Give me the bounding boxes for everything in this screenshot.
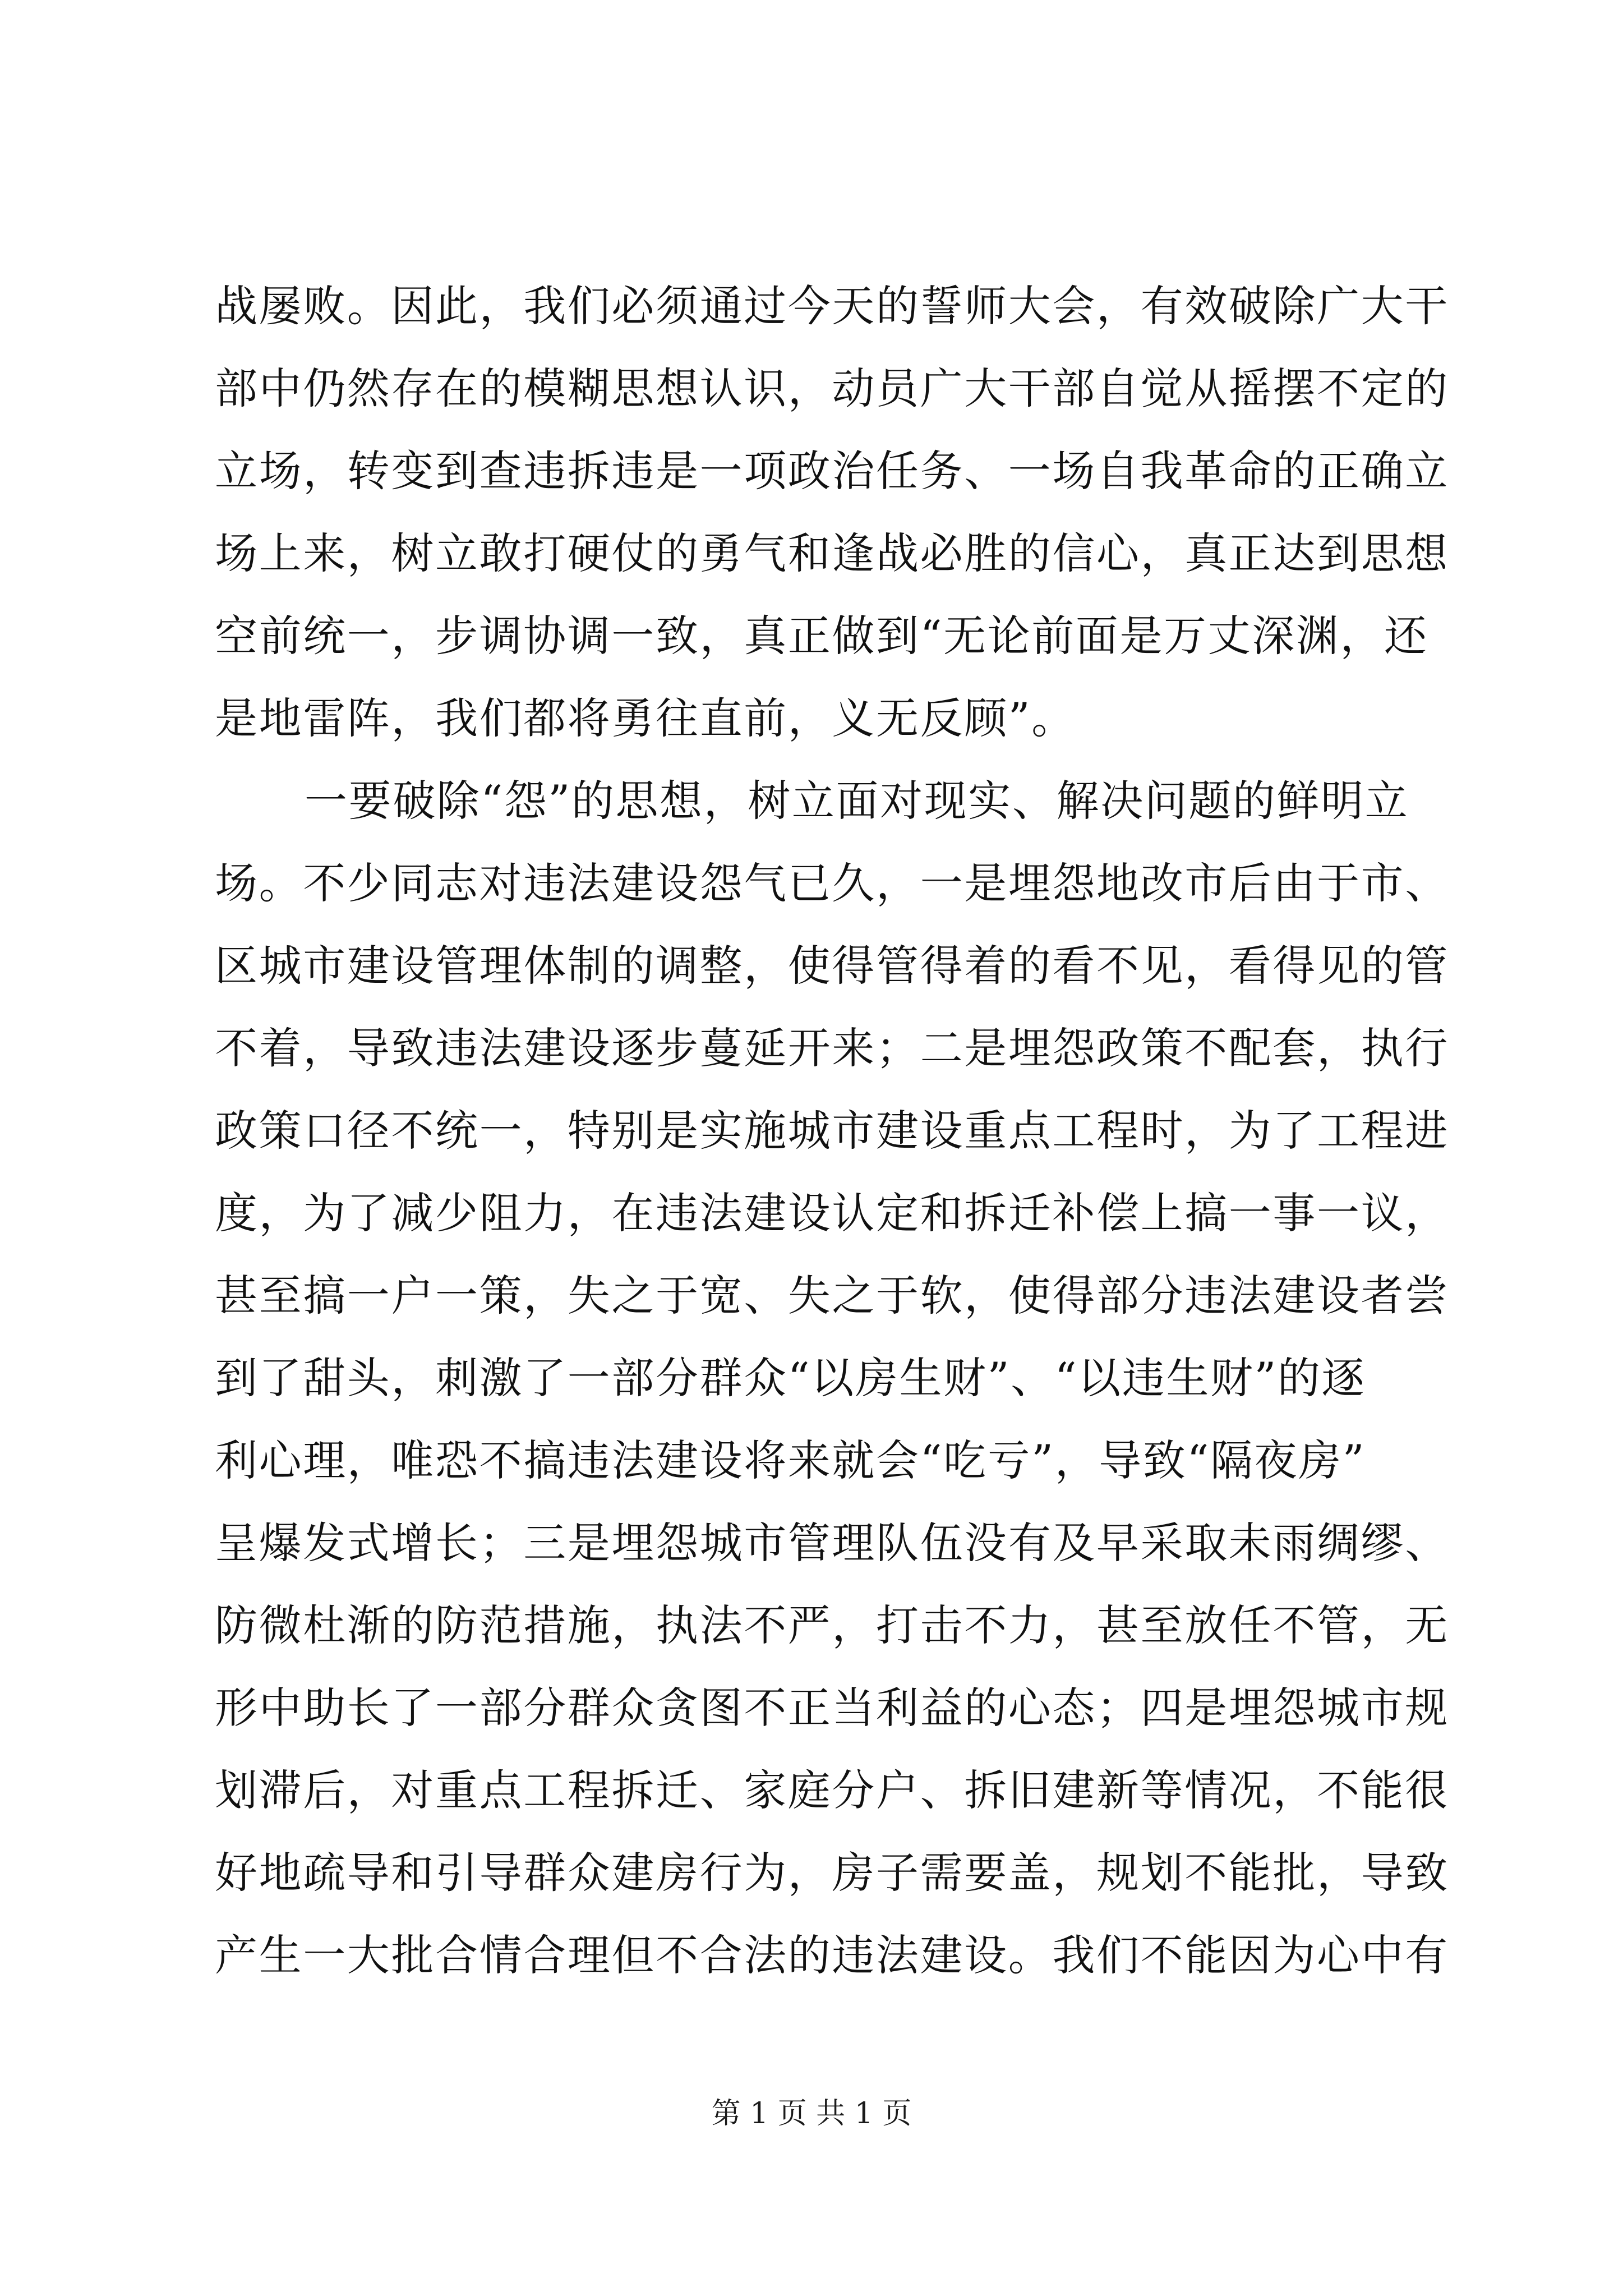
text-line: 一要破除“怨”的思想，树立面对现实、解决问题的鲜明立 <box>305 776 1409 826</box>
text-line: 甚至搞一户一策，失之于宽、失之于软，使得部分违法建设者尝 <box>215 1271 1449 1320</box>
paragraph <box>215 265 1449 760</box>
text-line: 立场，转变到查违拆违是一项政治任务、一场自我革命的正确立 <box>215 446 1449 496</box>
text-line: 划滞后，对重点工程拆迁、家庭分户、拆旧建新等情况，不能很 <box>215 1765 1449 1815</box>
text-line: 政策口径不统一，特别是实施城市建设重点工程时，为了工程进 <box>215 1106 1449 1156</box>
text-line: 利心理，唯恐不搞违法建设将来就会“吃亏”，导致“隔夜房” <box>215 1435 1366 1485</box>
text-line: 是地雷阵，我们都将勇往直前，义无反顾”。 <box>215 693 1076 743</box>
text-line: 到了甜头，刺激了一部分群众“以房生财”、“以违生财”的逐 <box>215 1353 1366 1403</box>
text-line: 形中助长了一部分群众贪图不正当利益的心态；四是埋怨城市规 <box>215 1683 1449 1733</box>
text-line: 区城市建设管理体制的调整，使得管得着的看不见，看得见的管 <box>215 941 1449 991</box>
text-line: 空前统一，步调协调一致，真正做到“无论前面是万丈深渊，还 <box>215 611 1428 661</box>
text-line: 产生一大批合情合理但不合法的违法建设。我们不能因为心中有 <box>215 1930 1449 1980</box>
document-body <box>215 265 1449 1996</box>
text-line: 场上来，树立敢打硬仗的勇气和逢战必胜的信心，真正达到思想 <box>215 528 1449 578</box>
paragraph <box>215 760 1449 1996</box>
text-line: 防微杜渐的防范措施，执法不严，打击不力，甚至放任不管，无 <box>215 1600 1449 1650</box>
text-line: 不着，导致违法建设逐步蔓延开来；二是埋怨政策不配套，执行 <box>215 1023 1449 1073</box>
text-line: 呈爆发式增长；三是埋怨城市管理队伍没有及早采取未雨绸缪、 <box>215 1518 1449 1568</box>
text-line: 战屡败。因此，我们必须通过今天的誓师大会，有效破除广大干 <box>215 281 1449 331</box>
text-line: 场。不少同志对违法建设怨气已久，一是埋怨地改市后由于市、 <box>215 858 1449 908</box>
text-line: 度，为了减少阻力，在违法建设认定和拆迁补偿上搞一事一议， <box>215 1188 1449 1238</box>
text-line: 好地疏导和引导群众建房行为，房子需要盖，规划不能批，导致 <box>215 1848 1449 1898</box>
page-number-footer: 第 1 页 共 1 页 <box>711 2097 912 2131</box>
text-line: 部中仍然存在的模糊思想认识，动员广大干部自觉从摇摆不定的 <box>215 364 1449 413</box>
